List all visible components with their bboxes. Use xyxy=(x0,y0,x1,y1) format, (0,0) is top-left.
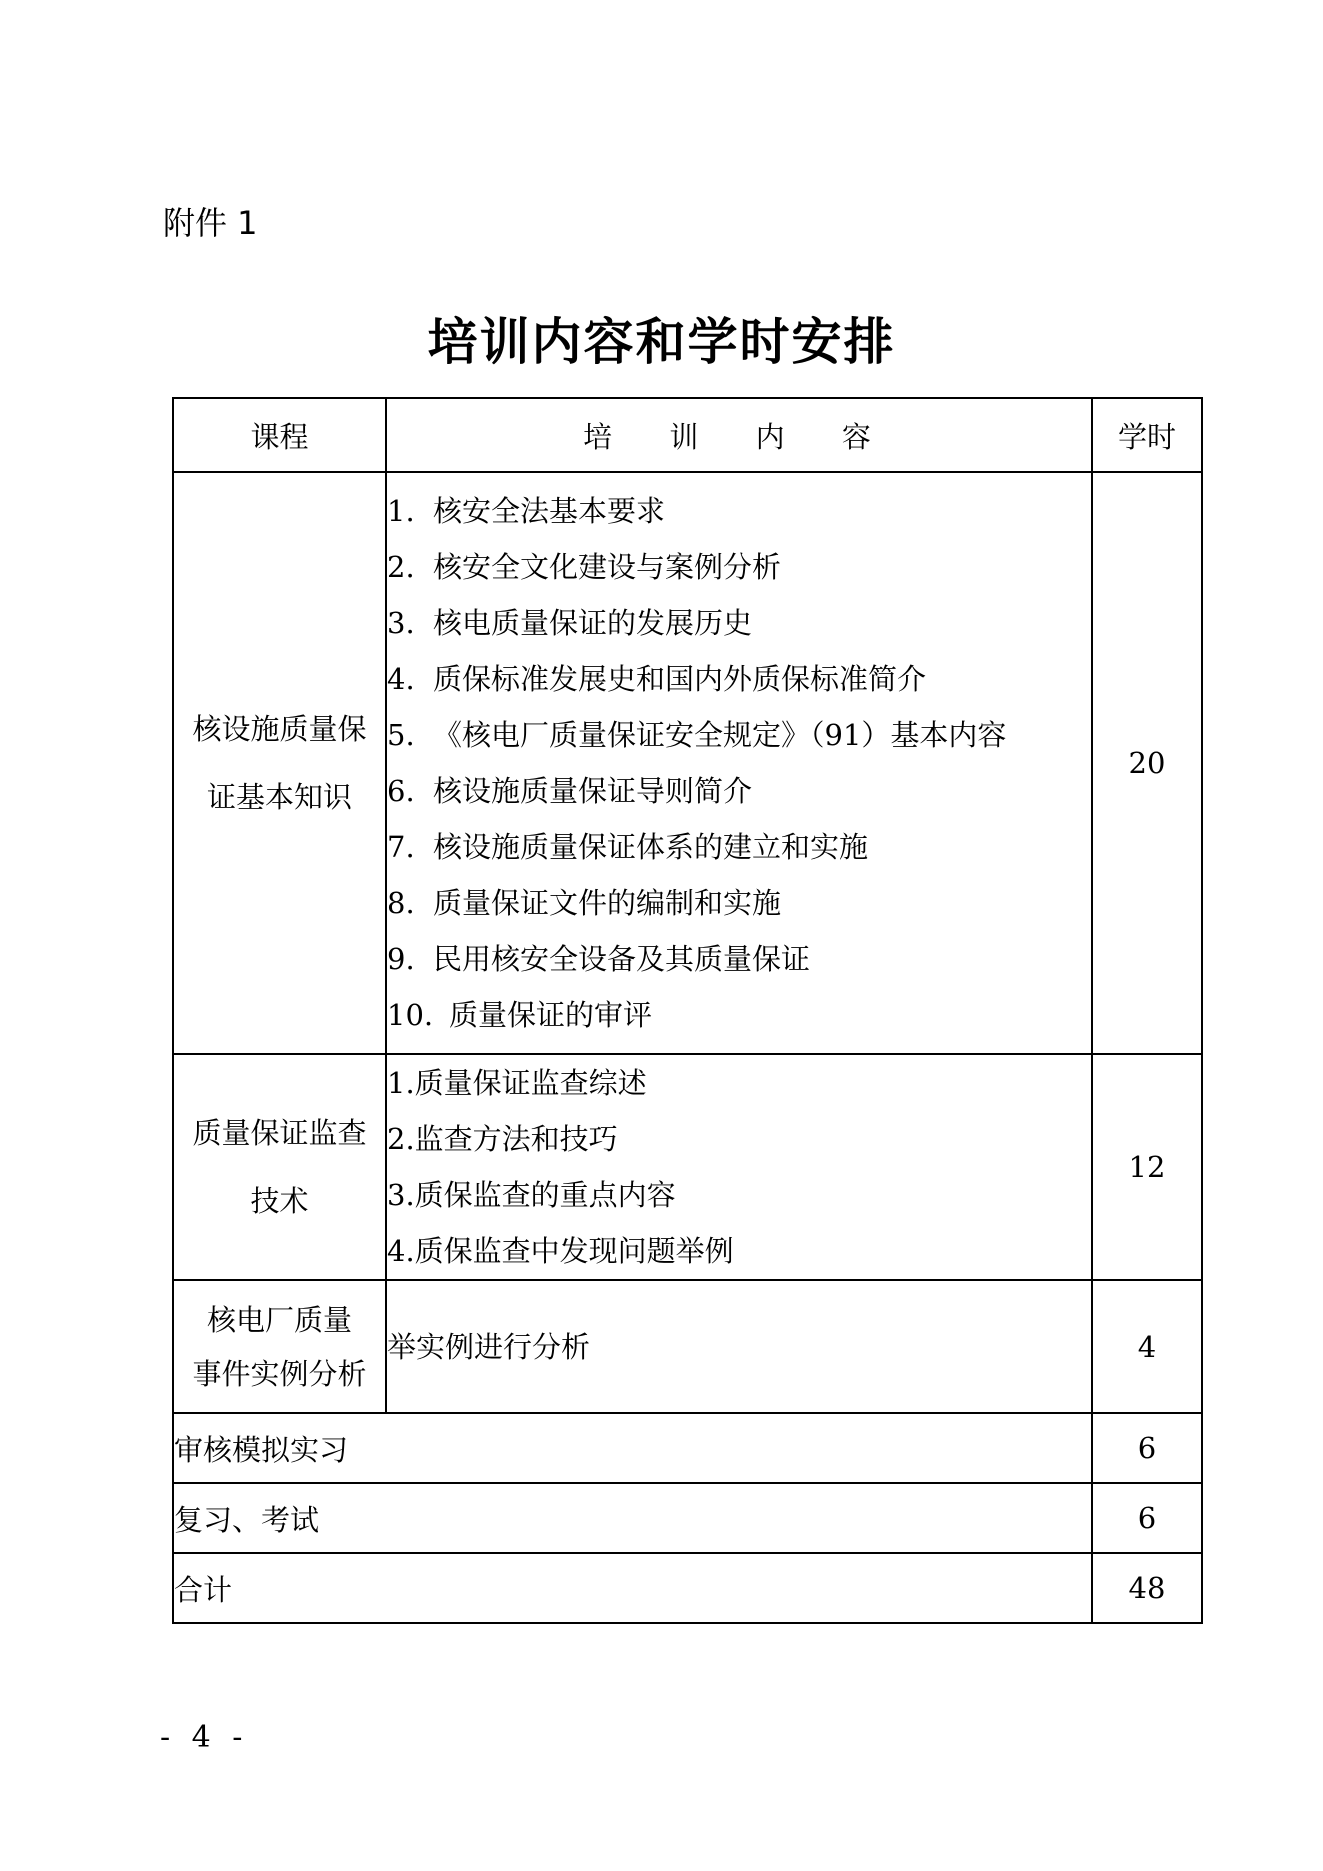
item-number: 2. xyxy=(387,550,415,584)
document-title: 培训内容和学时安排 xyxy=(427,312,896,371)
list-item xyxy=(387,819,1091,875)
item-text: 核安全文化建设与案例分析 xyxy=(433,550,782,584)
hours-cell: 20 xyxy=(1092,472,1202,1054)
item-text: 核设施质量保证导则简介 xyxy=(433,774,753,808)
list-item: 1.质量保证监查综述 xyxy=(387,1066,647,1100)
course-line: 事件实例分析 xyxy=(192,1356,367,1391)
total-hours-cell: 48 xyxy=(1092,1553,1202,1623)
item-number: 5. xyxy=(387,718,415,752)
item-number: 6. xyxy=(387,774,415,808)
table-row xyxy=(173,1054,1202,1280)
content-cell xyxy=(386,1054,1092,1280)
item-text: 核设施质量保证体系的建立和实施 xyxy=(433,830,869,864)
attachment-label: 附件 1 xyxy=(163,204,258,242)
course-cell xyxy=(173,1280,386,1413)
course-line: 核电厂质量 xyxy=(206,1302,352,1337)
content-cell: 举实例进行分析 xyxy=(386,1280,1092,1413)
list-item xyxy=(387,539,1091,595)
table-header-row xyxy=(173,398,1202,472)
item-text: 质保标准发展史和国内外质保标准简介 xyxy=(433,662,927,696)
list-item xyxy=(387,707,1091,763)
item-text: 质量保证的审评 xyxy=(449,998,653,1032)
table-row xyxy=(173,1483,1202,1553)
list-item xyxy=(387,595,1091,651)
list-item: 4.质保监查中发现问题举例 xyxy=(387,1234,734,1268)
list-item xyxy=(387,763,1091,819)
list-item xyxy=(387,483,1091,539)
header-content: 培 训 内 容 xyxy=(386,398,1092,472)
course-cell: 审核模拟实习 xyxy=(173,1413,1092,1483)
item-number: 9. xyxy=(387,942,415,976)
list-item: 3.质保监查的重点内容 xyxy=(387,1178,676,1212)
list-item: 2.监查方法和技巧 xyxy=(387,1122,618,1156)
content-cell xyxy=(386,472,1092,1054)
item-number: 3. xyxy=(387,606,415,640)
table-row xyxy=(173,1280,1202,1413)
course-line: 核设施质量保 xyxy=(192,712,367,746)
list-item xyxy=(387,987,1091,1043)
item-text: 核电质量保证的发展历史 xyxy=(433,606,753,640)
hours-cell: 12 xyxy=(1092,1054,1202,1280)
item-text: 质量保证文件的编制和实施 xyxy=(433,886,782,920)
item-number: 1. xyxy=(387,494,415,528)
header-course: 课程 xyxy=(173,398,386,472)
item-number: 4. xyxy=(387,662,415,696)
list-item xyxy=(387,931,1091,987)
item-text: 核安全法基本要求 xyxy=(433,494,666,528)
table-row xyxy=(173,472,1202,1054)
course-cell: 复习、考试 xyxy=(173,1483,1092,1553)
course-cell xyxy=(173,1054,386,1280)
page-number: - 4 - xyxy=(160,1720,249,1755)
item-number: 8. xyxy=(387,886,415,920)
item-text: 民用核安全设备及其质量保证 xyxy=(433,942,811,976)
training-schedule-table xyxy=(172,397,1203,1624)
course-line: 技术 xyxy=(250,1184,309,1218)
hours-cell: 6 xyxy=(1092,1483,1202,1553)
item-text: 《核电厂质量保证安全规定》（91）基本内容 xyxy=(433,718,1007,752)
hours-cell: 4 xyxy=(1092,1280,1202,1413)
list-item xyxy=(387,875,1091,931)
item-number: 10. xyxy=(387,998,434,1032)
course-line: 证基本知识 xyxy=(206,780,352,814)
hours-cell: 6 xyxy=(1092,1413,1202,1483)
course-line: 质量保证监查 xyxy=(192,1116,367,1150)
total-label-cell: 合计 xyxy=(173,1553,1092,1623)
item-number: 7. xyxy=(387,830,415,864)
header-hours: 学时 xyxy=(1092,398,1202,472)
list-item xyxy=(387,651,1091,707)
course-cell xyxy=(173,472,386,1054)
table-row xyxy=(173,1553,1202,1623)
table-row xyxy=(173,1413,1202,1483)
